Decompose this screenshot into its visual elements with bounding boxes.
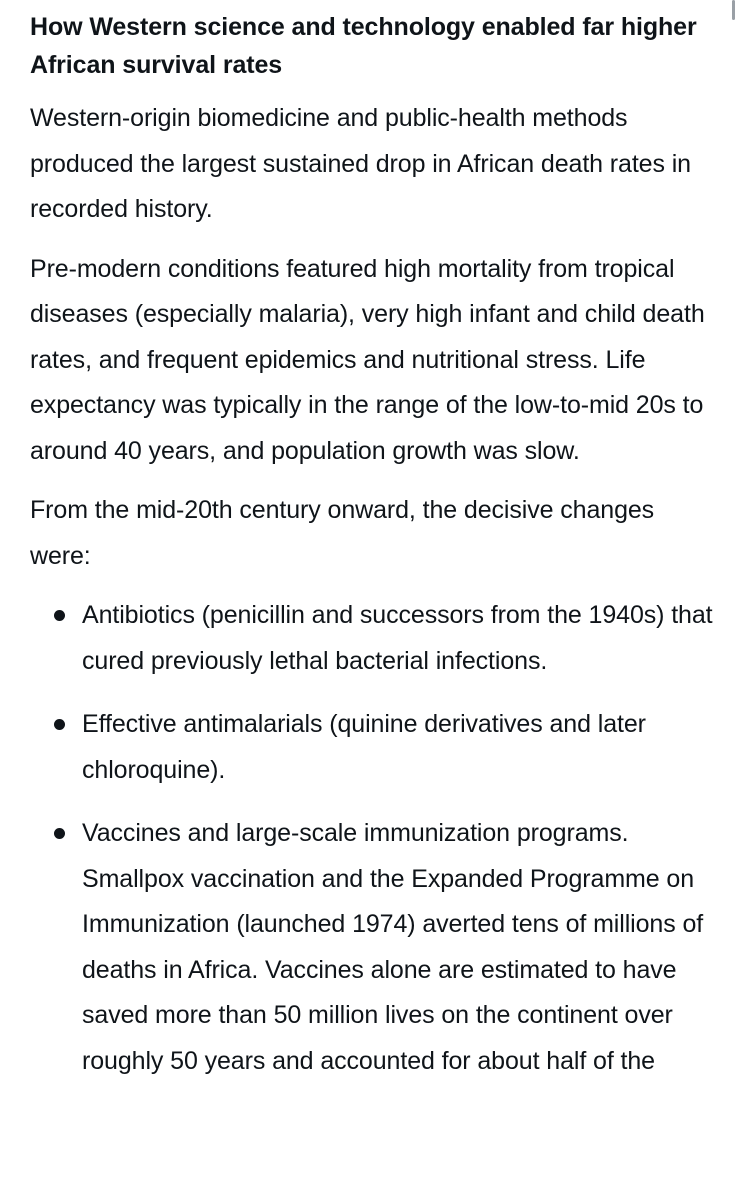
changes-intro-paragraph: From the mid-20th century onward, the decisive changes were: [30, 496, 655, 570]
scrollbar-thumb[interactable] [732, 0, 735, 20]
changes-list [30, 593, 720, 1084]
article-heading: How Western science and technology enabled far higher African survival rates [30, 13, 697, 79]
list-item-text: Antibiotics (penicillin and successors from the 1940s) that cured previously lethal bacterial infections. [82, 601, 713, 675]
list-item-text: Vaccines and large-scale immunization programs. Smallpox vaccination and the Expanded Programme on Immunization (launched 1974) averted tens of millions of deaths in Africa. Vaccines alone are estimated to have saved more than 50 million lives on the continent over roughly 50 years and accounted for about half of the [82, 819, 704, 1075]
list-item-antibiotics [30, 593, 720, 684]
premodern-paragraph: Pre-modern conditions featured high mortality from tropical diseases (especially malaria), very high infant and child death rates, and frequent epidemics and nutritional stress. Life expectancy was typically in the range of the low-to-mid 20s to around 40 years, and population growth was slow. [30, 254, 705, 465]
list-item-antimalarials [30, 702, 720, 793]
bullet-dot-icon [54, 828, 65, 839]
bullet-dot-icon [54, 719, 65, 730]
article-content [30, 8, 720, 1102]
list-item-vaccines [30, 811, 720, 1084]
intro-paragraph: Western-origin biomedicine and public-health methods produced the largest sustained drop in African death rates in recorded history. [30, 104, 691, 223]
bullet-dot-icon [54, 610, 65, 621]
list-item-text: Effective antimalarials (quinine derivatives and later chloroquine). [82, 710, 646, 784]
scrollbar[interactable] [733, 0, 737, 1200]
